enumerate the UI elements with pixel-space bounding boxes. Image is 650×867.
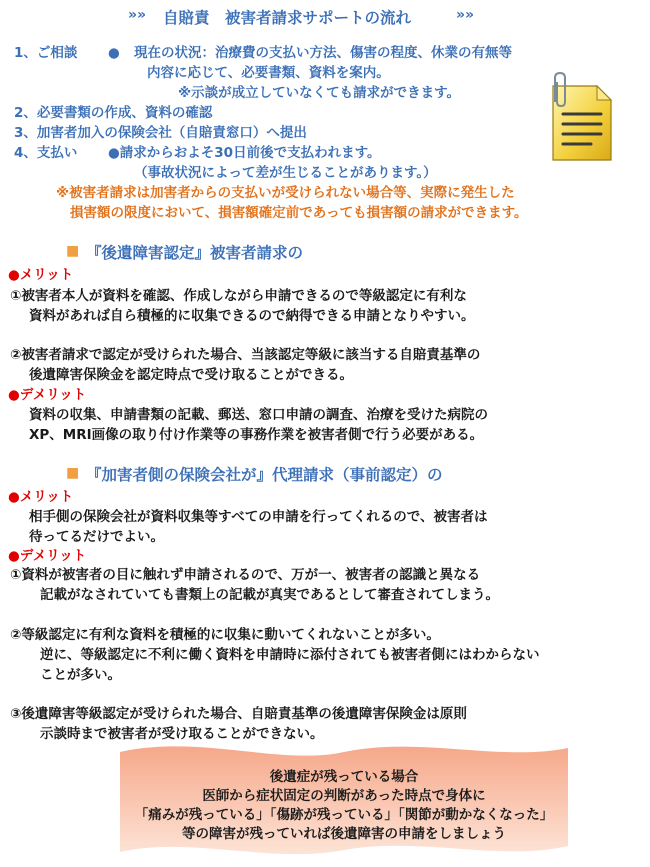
banner [120,768,568,844]
step4-line1: ●請求からおよそ30日前後で支払われます。 [108,145,381,161]
section2-d2-line3: ことが多い。 [40,667,121,683]
step1-line2: 内容に応じて、必要書類、資料を案内。 [147,65,390,81]
banner-line4: 等の障害が残っていれば後遺障害の申請をしましょう [182,826,506,842]
banner-line3: 「痛みが残っている」「傷跡が残っている」「関節が動かなくなった」 [134,807,554,823]
section2-merit-line1: 相手側の保険会社が資料収集等すべての申請を行ってくれるので、被害者は [29,509,488,525]
section2-d1-line2: 記載がなされていても書類上の記載が真実であるとして審査されてしまう。 [40,587,499,603]
step1-bullet-icon: ● [108,45,120,61]
section2-d3-line2: 示談時まで被害者が受け取ることができない。 [40,726,324,742]
section1-merit1-line2: 資料があれば自ら積極的に収集できるので納得できる申請となりやすい。 [29,308,475,324]
step4-label: 4、支払い [14,145,78,161]
banner-line2: 医師から症状固定の判断があった時点で身体に [202,788,486,804]
step1-line1: 現在の状況：治療費の支払い方法、傷害の程度、休業の有無等 [134,45,512,61]
step4-line2: （事故状況によって差が生じることがあります。） [134,165,437,181]
section1-demerit-line1: 資料の収集、申請書類の記載、郵送、窓口申請の調査、治療を受けた病院の [29,407,488,423]
section1-title: 『後遺障害認定』被害者請求の [86,244,304,262]
section1-merit2-line2: 後遺障害保険金を認定時点で受け取ることができる。 [29,367,353,383]
note-line1: ※被害者請求は加害者からの支払いが受けられない場合等、実際に発生した [56,185,515,201]
banner-line1: 後遺症が残っている場合 [269,769,419,785]
section1-merit-label: ●メリット [8,267,74,283]
step1-label: 1、ご相談 [14,45,78,61]
page-title: 自賠責 被害者請求サポートの流れ [163,9,412,27]
document-with-paperclip-icon [545,72,619,164]
header-arrows-left-icon: »» [128,7,147,23]
note-line2: 損害額の限度において、損害額確定前であっても損害額の請求ができます。 [70,205,528,221]
section2-title: 『加害者側の保険会社が』代理請求（事前認定）の [86,466,443,484]
section2-d1-line1: ①資料が被害者の目に触れず申請されるので、万が一、被害者の認識と異なる [10,567,481,583]
section1-demerit-line2: XP、MRI画像の取り付け作業等の事務作業を被害者側で行う必要がある。 [29,427,484,443]
section2-merit-label: ●メリット [8,489,74,505]
step2: 2、必要書類の作成、資料の確認 [14,105,213,121]
section2-d3-line1: ③後遺障害等級認定が受けられた場合、自賠責基準の後遺障害保険金は原則 [10,706,467,722]
step1-line3: ※示談が成立していなくても請求ができます。 [178,85,461,101]
section2-demerit-label: ●デメリット [8,548,87,564]
section2-d2-line1: ②等級認定に有利な資料を積極的に収集に動いてくれないことが多い。 [10,627,440,643]
section1-marker-icon: ■ [66,243,80,259]
step3: 3、加害者加入の保険会社（自賠責窓口）へ提出 [14,125,307,141]
section1-merit1-line1: ①被害者本人が資料を確認、作成しながら申請できるので等級認定に有利な [10,288,467,304]
header-arrows-right-icon: »» [456,7,475,23]
section2-d2-line2: 逆に、等級認定に不利に働く資料を申請時に添付されても被害者側にはわからない [40,647,540,663]
section2-marker-icon: ■ [66,465,80,481]
section1-demerit-label: ●デメリット [8,387,87,403]
section2-merit-line2: 待ってるだけでよい。 [29,529,164,545]
section1-merit2-line1: ②被害者請求で認定が受けられた場合、当該認定等級に該当する自賠責基準の [10,347,481,363]
